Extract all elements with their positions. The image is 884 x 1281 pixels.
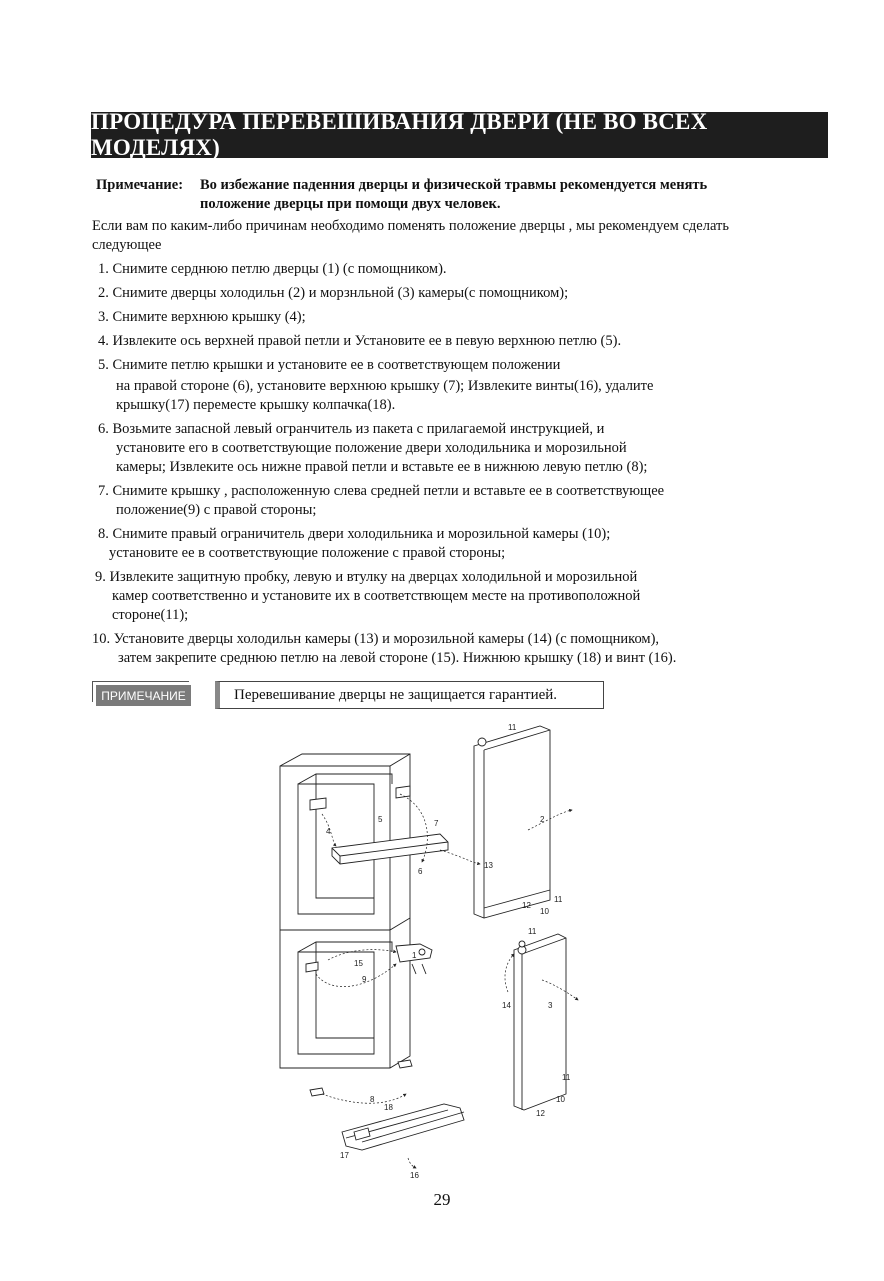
fridge-door bbox=[474, 726, 550, 918]
step-7: 7. Снимите крышку , расположенную слева средней петли и вставьте ее в соответствующее bbox=[98, 483, 665, 499]
label-10a: 10 bbox=[540, 907, 549, 916]
intro-paragraph: Если вам по каким-либо причинам необходимо поменять положение дверцы , мы рекомендуем сделать следующее bbox=[92, 218, 729, 253]
step-5-line-3: крышку(17) переместе крышку колпачка(18). bbox=[116, 397, 396, 413]
step-6-line-2: установите его в соответствующие положение двери холодильника и морозильной bbox=[116, 440, 627, 456]
label-11b: 11 bbox=[554, 895, 563, 904]
door-reversal-diagram bbox=[270, 718, 610, 1188]
label-12a: 12 bbox=[522, 901, 531, 910]
step-10: 10. Установите дверцы холодильн камеры (13) и морозильной камеры (14) (с помощником), bbox=[92, 631, 660, 647]
note-label: Примечание: bbox=[96, 177, 184, 193]
freezer-door bbox=[514, 934, 566, 1110]
note-line-2: положение дверцы при помощи двух человек. bbox=[200, 196, 501, 212]
label-6: 6 bbox=[418, 867, 423, 876]
label-11a: 11 bbox=[508, 723, 517, 732]
label-13: 13 bbox=[484, 861, 493, 870]
step-6: 6. Возьмите запасной левый огранчитель из пакета с прилагаемой инструкцией, и bbox=[98, 421, 605, 437]
page-title-text: ПРОЦЕДУРА ПЕРЕВЕШИВАНИЯ ДВЕРИ (НЕ ВО ВСЕХ МОДЕЛЯХ) bbox=[91, 109, 708, 160]
step-7-line-2: положение(9) с правой стороны; bbox=[116, 502, 317, 518]
page-title bbox=[91, 109, 828, 160]
label-7: 7 bbox=[434, 819, 439, 828]
warning-tag-label: ПРИМЕЧАНИЕ bbox=[96, 685, 191, 706]
fridge-cabinet bbox=[280, 754, 410, 1068]
label-11c: 11 bbox=[528, 927, 537, 936]
step-5-line-2: на правой стороне (6), установите верхню‌ю крышку (7); Извлеките винты(16), удалите bbox=[116, 378, 654, 394]
step-9-line-2: камер соответственно и установите их в соответствющем месте на противоположной bbox=[112, 588, 641, 604]
step-4: 4. Извлеките ось верхней правой петли и Установите ее в певую верхню‌ю петлю (5). bbox=[98, 333, 622, 349]
label-3: 3 bbox=[548, 1001, 553, 1010]
step-9: 9. Извлеките защитную пробку, левую и втулку на дверцах холодильной и морозильной bbox=[95, 569, 638, 585]
label-9: 9 bbox=[362, 975, 367, 984]
note-line-1: Во избежание паденния дверцы и физической травмы рекомендуется менять bbox=[200, 177, 708, 193]
step-6-line-3: камеры; Извлеките ось нижне правой петли и вставьте ее в нижню‌ю левую петлю (8); bbox=[116, 459, 648, 475]
label-5: 5 bbox=[378, 815, 383, 824]
page-number: 29 bbox=[433, 1190, 451, 1209]
step-3: 3. Снимите верхню‌ю крышку (4); bbox=[98, 309, 306, 325]
label-1: 1 bbox=[412, 951, 417, 960]
step-8: 8. Снимите правый ограничитель двери холодильника и морозильной камеры (10); bbox=[98, 526, 611, 542]
step-2: 2. Снимите дверцы холодильн (2) и морзнльной (3) камеры(с помощником); bbox=[98, 285, 569, 301]
hinge-small-parts bbox=[306, 786, 412, 1096]
step-8-line-2: установите ее в соответствующие положение с правой стороны; bbox=[109, 545, 506, 561]
label-8: 8 bbox=[370, 1095, 375, 1104]
step-1: 1. Снимите сердню‌ю петлю дверцы (1) (с помощником). bbox=[98, 261, 447, 277]
step-5: 5. Снимите петлю крышки и установите ее в соответствующем положении bbox=[98, 357, 561, 373]
label-17: 17 bbox=[340, 1151, 349, 1160]
step-10-line-2: затем закрепите среднюю петлю на левой стороне (15). Нижнюю крышку (18) и винт (16). bbox=[118, 650, 677, 666]
label-11d: 11 bbox=[562, 1073, 571, 1082]
label-2: 2 bbox=[540, 815, 545, 824]
label-16: 16 bbox=[410, 1171, 419, 1180]
bottom-cover-part bbox=[342, 1104, 464, 1150]
label-4: 4 bbox=[326, 827, 331, 836]
label-12b: 12 bbox=[536, 1109, 545, 1118]
label-10b: 10 bbox=[556, 1095, 565, 1104]
label-14: 14 bbox=[502, 1001, 511, 1010]
warning-tag bbox=[92, 681, 191, 706]
step-9-line-3: стороне(11); bbox=[112, 607, 189, 623]
label-15: 15 bbox=[354, 959, 363, 968]
warning-text: Перевешивание дверцы не защищается гарантией. bbox=[215, 681, 604, 709]
label-18: 18 bbox=[384, 1103, 393, 1112]
